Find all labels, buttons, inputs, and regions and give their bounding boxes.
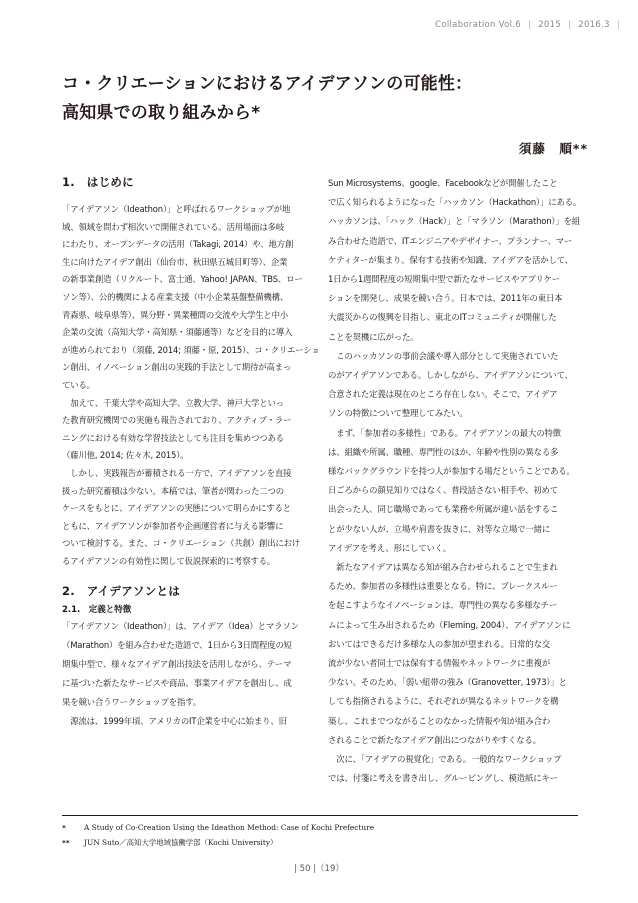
- body-text-line: の新事業創造（リクルート、富士通、Yahoo! JAPAN、TBS、ロー: [62, 274, 303, 285]
- body-text-line: ハッカソンは、「ハック（Hack）」と「マラソン（Marathon）」を組: [328, 216, 581, 227]
- body-text-line: 生に向けたアイデア創出（仙台市、秋田県五城目町等）、企業: [62, 256, 288, 267]
- body-text-line: （Marathon）を組み合わせた造語で、1日から3日間程度の短: [62, 640, 292, 650]
- body-text-line: るため、参加者の多様性は重要となる。特に、ブレークスルー: [328, 581, 558, 592]
- body-text-line: ケースをもとに、アイデアソンの実態について明らかにすると: [62, 503, 291, 514]
- body-text-line: のがアイデアソンである。しかしながら、アイデアソンについて、: [328, 370, 573, 380]
- body-text-line: （藤川他, 2014; 佐々木, 2015）。: [62, 450, 189, 461]
- body-text-line: では、付箋に考えを書き出し、グルーピングし、模造紙にキー: [328, 773, 558, 784]
- body-text-line: 青森県、岐阜県等）、異分野・異業種間の交流や大学生と中小: [62, 309, 289, 320]
- body-text-line: しても指摘されるように、それぞれが異なるネットワークを構: [328, 696, 559, 707]
- section-1-heading: 1. はじめに: [62, 175, 134, 189]
- body-text-line: しかし、実践報告が蓄積される一方で、アイデアソンを直接: [62, 468, 292, 478]
- journal-year: 2015: [538, 20, 562, 30]
- body-text-line: 源流は、1999年頃、アメリカのIT企業を中心に始まり、旧: [62, 716, 287, 726]
- footnote-mark: **: [62, 838, 70, 847]
- body-text-line: ている。: [62, 380, 95, 390]
- body-text-line: 合意された定義は現在のところ存在しない。そこで、アイデア: [328, 389, 558, 400]
- journal-name: Collaboration Vol.6: [435, 20, 522, 30]
- body-text-line: 果を競い合うワークショップを指す。: [62, 697, 201, 707]
- body-text-line: にわたり、オープンデータの活用（Takagi, 2014）や、地方創: [62, 239, 294, 250]
- footnote-1: [62, 823, 374, 832]
- issue-date: 2016.3: [578, 20, 610, 30]
- separator: |: [568, 20, 572, 30]
- section-2-1-heading: 2.1. 定義と特徴: [62, 605, 132, 615]
- body-text-line: 築し、これまでつながることのなかった情報や知が組み合わ: [328, 715, 551, 726]
- body-text-line: ともに、アイデアソンが参加者や企画運営者に与える影響に: [62, 520, 284, 531]
- body-text-line: るアイデアソンの有効性に関して仮説探索的に考察する。: [62, 556, 276, 566]
- body-text-line: ついて検討する。また、コ・クリエーション（共創）創出におけ: [62, 538, 301, 549]
- body-text-line: まず、「参加者の多様性」である。アイデアソンの最大の特徴: [328, 427, 561, 438]
- body-text-line: で広く知られるようになった「ハッカソン（Hackathon）」にある。: [328, 197, 582, 208]
- body-text-line: 流が少ない者同士では保有する情報やネットワークに重複が: [328, 658, 551, 668]
- footnote-mark: *: [62, 823, 66, 832]
- body-text-line: 少ない。そのため、「弱い紐帯の強み（Granovetter, 1973）」と: [328, 677, 567, 688]
- body-text-line: ことを契機に広がった。: [328, 331, 419, 342]
- body-text-line: ン創出、イノベーション創出の実践的手法として期待が高まっ: [62, 362, 292, 373]
- body-text-line: 加えて、千葉大学や高知大学、立教大学、神戸大学といっ: [62, 397, 284, 408]
- body-text-line: 1日から1週間程度の短期集中型で新たなサービスやアプリケー: [328, 274, 560, 284]
- body-text-line: 期集中型で、様々なアイデア創出技法を活用しながら、テーマ: [62, 659, 292, 669]
- separator: |: [616, 20, 620, 30]
- title-line-1: コ・クリエーションにおけるアイデアソンの可能性：: [62, 74, 473, 94]
- body-text-line: に基づいた新たなサービスや商品、事業アイデアを創出し、成: [62, 678, 292, 688]
- body-text-line: が進められており（須藤, 2014; 須藤・原, 2015）、コ・クリエーショ: [62, 344, 320, 355]
- body-text-line: おいてはできるだけ多様な人の参加が望まれる。日常的な交: [328, 638, 551, 649]
- running-head: [435, 20, 624, 30]
- footnote-rule: [62, 815, 578, 816]
- body-text-line: アイデアを考え、形にしていく。: [328, 542, 451, 553]
- footnote-text: A Study of Co-Creation Using the Ideathon Method: Case of Kochi Prefecture: [84, 823, 375, 832]
- body-text-line: このハッカソンの事前会議や導入部分として実施されていた: [328, 350, 559, 361]
- body-text-line: た教育研究機関での実施も報告されており、アクティブ・ラー: [62, 415, 292, 426]
- section-2-heading: 2. アイデアソンとは: [62, 584, 181, 598]
- body-text-line: ケティターが集まり、保有する技術や知識、アイデアを活かして、: [328, 254, 573, 265]
- body-text-line: ソンの特徴について整理してみたい。: [328, 408, 468, 419]
- body-text-line: 「アイデアソン（Ideathon）」は、アイデア（Idea）とマラソン: [62, 621, 299, 631]
- body-text-line: ソン等）、公的機関による産業支援（中小企業基盤整備機構、: [62, 292, 289, 302]
- body-text-line: み合わせた造語で、ITエンジニアやデザイナー、プランナー、マー: [328, 235, 573, 246]
- body-text-line: 日ごろからの顔見知りではなく、普段話さない相手や、初めて: [328, 485, 558, 496]
- body-text-line: 企業の交流（高知大学・高知県・須藤通等）などを目的に導入: [62, 327, 293, 338]
- body-text-line: 出会った人、同じ職場であっても業務や所属が違い話をするこ: [328, 504, 559, 515]
- body-text-line: ションを開発し、成果を競い合う。日本では、2011年の東日本: [328, 293, 563, 304]
- title-line-2: 高知県での取り組みから*: [62, 103, 261, 123]
- footnote-2: [62, 837, 277, 848]
- body-text-line: 扱った研究蓄積は少ない。本稿では、筆者が関わった二つの: [62, 485, 284, 496]
- article-title: [62, 70, 582, 128]
- separator: |: [528, 20, 532, 30]
- body-text-line: ニングにおける有効な学習技法としても注目を集めつつある: [62, 432, 284, 443]
- body-text-line: 「アイデアソン（Ideathon）」と呼ばれるワークショップが地: [62, 204, 291, 214]
- body-text-line: 大震災からの復興を目指し、東北のITコミュニティが開催した: [328, 312, 557, 323]
- footnote-text: JUN Suto／高知大学地域協働学部（Kochi University）: [84, 838, 278, 847]
- body-text-line: は、組織や所属、職種、専門性のほか、年齢や性別の異なる多: [328, 446, 559, 457]
- body-text-line: 新たなアイデアは異なる知が組み合わせられることで生まれ: [328, 562, 558, 572]
- body-text-line: とが少ない人が、立場や肩書を抜きに、対等な立場で一緒に: [328, 523, 551, 534]
- body-text-line: 次に、「アイデアの視覚化」である。一般的なワークショップ: [328, 754, 562, 764]
- body-text-line: されることで新たなアイデア創出につながりやすくなる。: [328, 734, 541, 745]
- body-text-line: Sun Microsystems、google、Facebookなどが開催したこと: [328, 178, 558, 188]
- body-text-line: 域、領域を問わず相次いで開催されている。活用場面は多岐: [62, 221, 285, 232]
- author-name: 須藤 順**: [518, 141, 588, 156]
- page-number: | 50 |（19）: [294, 864, 344, 874]
- body-text-line: 様なバックグラウンドを持つ人が参加する場だということである。: [328, 466, 575, 476]
- body-text-line: ムによって生み出されるため（Fleming, 2004）、アイデアソンに: [328, 619, 571, 630]
- body-text-line: を起こすようなイノベーションは、専門性の異なる多様なチー: [328, 600, 558, 611]
